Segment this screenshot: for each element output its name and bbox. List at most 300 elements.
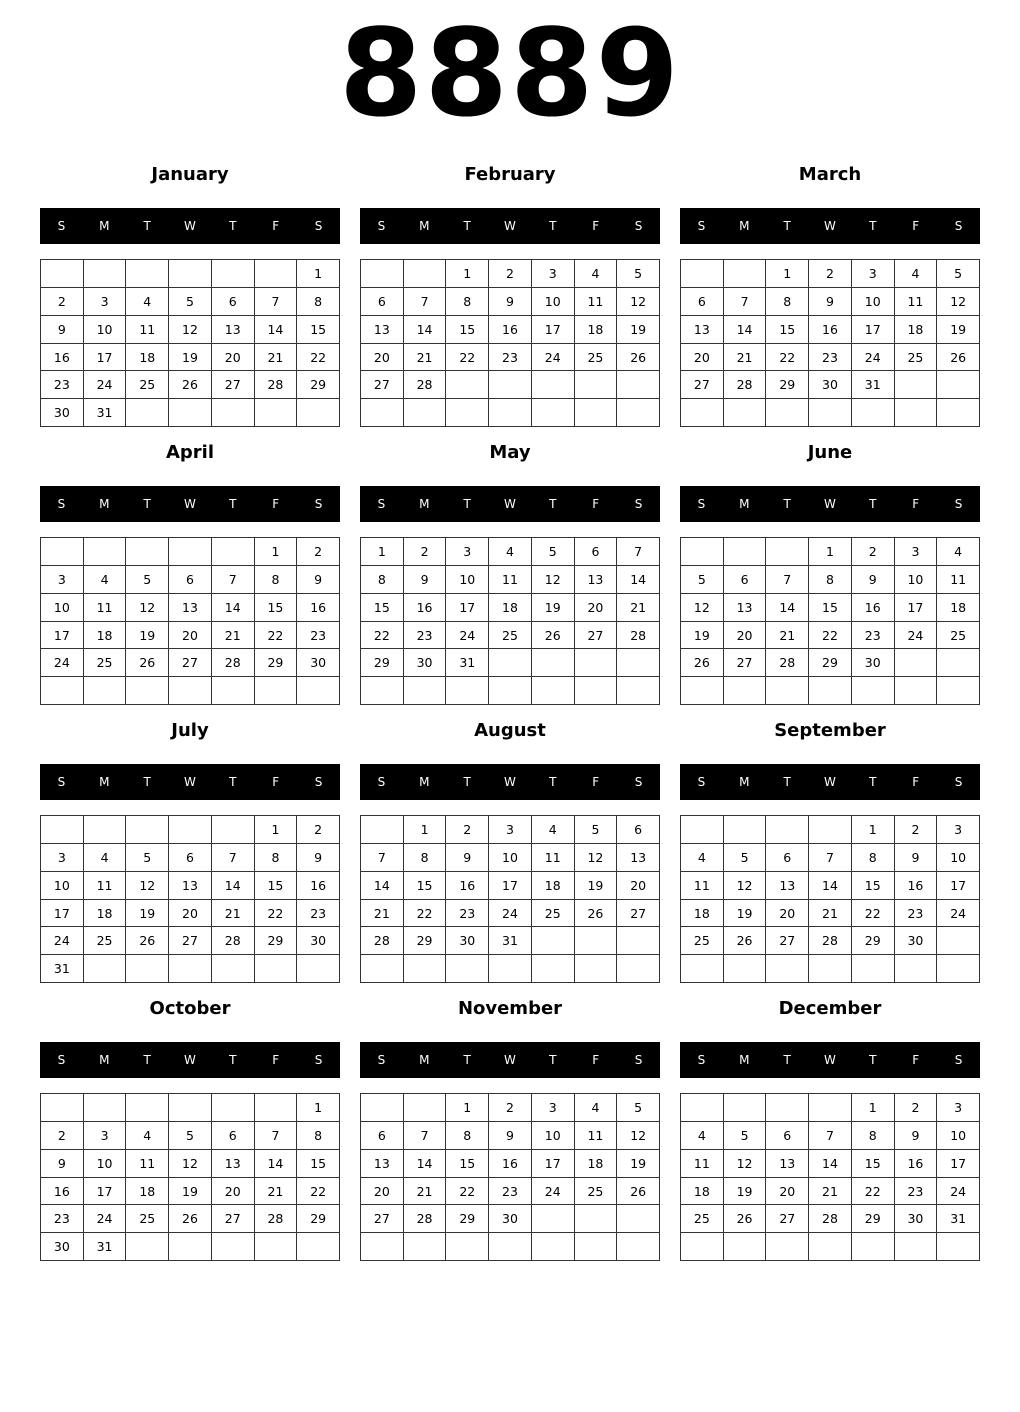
day-cell xyxy=(895,1233,938,1261)
day-cell: 12 xyxy=(724,1150,767,1178)
day-cell: 26 xyxy=(169,1205,212,1233)
weekday-label: S xyxy=(954,775,963,789)
day-cell: 15 xyxy=(255,872,298,900)
day-cell xyxy=(617,649,660,677)
day-cell xyxy=(937,677,980,705)
day-cell xyxy=(852,1233,895,1261)
day-cell: 24 xyxy=(446,622,489,650)
day-cell: 21 xyxy=(617,594,660,622)
day-cell: 22 xyxy=(446,1178,489,1206)
day-cell: 11 xyxy=(126,316,169,344)
day-cell: 19 xyxy=(724,1178,767,1206)
day-cell: 24 xyxy=(895,622,938,650)
day-cell: 19 xyxy=(617,1150,660,1178)
day-cell: 13 xyxy=(212,1150,255,1178)
day-cell: 20 xyxy=(212,344,255,372)
month-name: April xyxy=(165,442,215,463)
day-cell xyxy=(681,1233,724,1261)
day-cell: 13 xyxy=(724,594,767,622)
day-cell: 4 xyxy=(575,1094,618,1122)
day-cell: 9 xyxy=(297,844,340,872)
day-cell xyxy=(212,816,255,844)
weekday-label: M xyxy=(419,497,430,511)
day-cell xyxy=(724,677,767,705)
day-cell: 25 xyxy=(937,622,980,650)
day-cell: 22 xyxy=(404,900,447,928)
day-cell: 23 xyxy=(895,1178,938,1206)
weekday-label: W xyxy=(184,775,196,789)
weekday-header xyxy=(360,486,660,522)
day-cell: 21 xyxy=(404,1178,447,1206)
day-cell: 30 xyxy=(809,371,852,399)
day-cell: 25 xyxy=(126,371,169,399)
day-cell xyxy=(489,399,532,427)
day-cell xyxy=(895,649,938,677)
day-cell: 9 xyxy=(297,566,340,594)
day-cell xyxy=(937,649,980,677)
day-cell xyxy=(724,816,767,844)
day-cell: 12 xyxy=(617,1122,660,1150)
day-cell: 26 xyxy=(126,927,169,955)
day-cell: 4 xyxy=(84,566,127,594)
day-cell xyxy=(852,677,895,705)
day-cell: 1 xyxy=(809,538,852,566)
day-cell: 20 xyxy=(169,622,212,650)
day-cell: 23 xyxy=(297,622,340,650)
weekday-label: W xyxy=(504,1053,516,1067)
day-cell: 13 xyxy=(681,316,724,344)
day-cell: 13 xyxy=(361,1150,404,1178)
day-cell: 4 xyxy=(937,538,980,566)
weekday-header xyxy=(680,1042,980,1078)
year-title: 8889 xyxy=(339,5,681,144)
day-cell: 11 xyxy=(489,566,532,594)
day-cell: 7 xyxy=(361,844,404,872)
day-cell: 31 xyxy=(489,927,532,955)
day-cell: 27 xyxy=(212,371,255,399)
weekday-label: M xyxy=(419,775,430,789)
day-cell: 8 xyxy=(852,844,895,872)
day-cell: 19 xyxy=(126,622,169,650)
day-cell xyxy=(169,955,212,983)
day-cell: 10 xyxy=(446,566,489,594)
day-cell: 16 xyxy=(895,1150,938,1178)
day-cell: 15 xyxy=(297,1150,340,1178)
day-cell xyxy=(617,927,660,955)
day-cell: 18 xyxy=(575,316,618,344)
day-cell: 15 xyxy=(809,594,852,622)
day-cell xyxy=(169,538,212,566)
day-cell: 10 xyxy=(489,844,532,872)
day-cell xyxy=(532,677,575,705)
weekday-label: F xyxy=(592,1053,600,1067)
day-cell: 21 xyxy=(255,344,298,372)
day-cell: 30 xyxy=(404,649,447,677)
day-cell xyxy=(681,1094,724,1122)
day-cell: 15 xyxy=(766,316,809,344)
day-cell: 11 xyxy=(681,1150,724,1178)
day-cell: 26 xyxy=(937,344,980,372)
day-cell: 23 xyxy=(852,622,895,650)
day-cell: 7 xyxy=(255,1122,298,1150)
day-cell: 2 xyxy=(895,1094,938,1122)
day-cell: 14 xyxy=(255,316,298,344)
day-cell: 18 xyxy=(84,900,127,928)
day-cell: 4 xyxy=(532,816,575,844)
day-cell: 22 xyxy=(361,622,404,650)
day-cell: 17 xyxy=(895,594,938,622)
day-cell: 14 xyxy=(361,872,404,900)
month-name: June xyxy=(807,442,853,463)
day-cell xyxy=(575,371,618,399)
day-cell: 13 xyxy=(169,872,212,900)
weekday-label: W xyxy=(184,497,196,511)
day-cell: 2 xyxy=(41,288,84,316)
weekday-label: S xyxy=(314,497,323,511)
day-cell: 5 xyxy=(169,1122,212,1150)
day-cell: 6 xyxy=(766,1122,809,1150)
day-cell: 24 xyxy=(937,1178,980,1206)
day-cell xyxy=(724,538,767,566)
day-cell: 1 xyxy=(255,538,298,566)
day-cell: 21 xyxy=(255,1178,298,1206)
day-cell: 2 xyxy=(446,816,489,844)
day-cell xyxy=(126,955,169,983)
day-cell: 8 xyxy=(361,566,404,594)
day-cell: 12 xyxy=(724,872,767,900)
day-cell: 24 xyxy=(937,900,980,928)
day-cell: 14 xyxy=(404,316,447,344)
day-cell xyxy=(41,1094,84,1122)
day-cell xyxy=(126,677,169,705)
day-cell: 28 xyxy=(617,622,660,650)
day-cell xyxy=(681,538,724,566)
day-cell: 14 xyxy=(255,1150,298,1178)
day-cell: 6 xyxy=(766,844,809,872)
day-cell: 29 xyxy=(404,927,447,955)
weekday-header xyxy=(40,1042,340,1078)
month-name: January xyxy=(151,164,229,185)
day-cell: 29 xyxy=(361,649,404,677)
day-cell: 17 xyxy=(852,316,895,344)
day-cell: 2 xyxy=(852,538,895,566)
day-cell: 26 xyxy=(617,1178,660,1206)
weekday-label: S xyxy=(697,775,706,789)
day-cell: 6 xyxy=(575,538,618,566)
day-cell: 11 xyxy=(937,566,980,594)
day-cell: 28 xyxy=(809,927,852,955)
day-cell: 2 xyxy=(404,538,447,566)
day-cell xyxy=(766,955,809,983)
weekday-label: F xyxy=(912,1053,920,1067)
day-cell xyxy=(126,816,169,844)
day-cell: 11 xyxy=(895,288,938,316)
day-cell: 31 xyxy=(84,399,127,427)
day-cell xyxy=(937,955,980,983)
weekday-label: S xyxy=(697,497,706,511)
day-cell: 3 xyxy=(937,1094,980,1122)
day-cell xyxy=(575,399,618,427)
day-cell xyxy=(489,649,532,677)
day-cell: 26 xyxy=(169,371,212,399)
day-cell: 31 xyxy=(937,1205,980,1233)
day-cell: 3 xyxy=(41,566,84,594)
weekday-label: S xyxy=(954,497,963,511)
day-cell xyxy=(532,649,575,677)
day-cell xyxy=(212,677,255,705)
day-cell xyxy=(809,677,852,705)
day-cell: 6 xyxy=(212,1122,255,1150)
day-cell xyxy=(446,399,489,427)
day-cell: 8 xyxy=(297,288,340,316)
weekday-label: T xyxy=(229,219,237,233)
day-cell: 7 xyxy=(255,288,298,316)
day-cell: 23 xyxy=(489,344,532,372)
day-cell: 2 xyxy=(489,260,532,288)
day-cell: 3 xyxy=(532,260,575,288)
day-cell: 25 xyxy=(84,649,127,677)
day-cell: 19 xyxy=(169,1178,212,1206)
day-cell: 3 xyxy=(895,538,938,566)
day-cell xyxy=(404,1094,447,1122)
day-cell: 5 xyxy=(617,1094,660,1122)
day-cell: 29 xyxy=(255,927,298,955)
day-cell: 17 xyxy=(937,1150,980,1178)
weekday-label: S xyxy=(634,775,643,789)
day-cell: 15 xyxy=(297,316,340,344)
day-cell: 12 xyxy=(575,844,618,872)
day-cell xyxy=(809,816,852,844)
day-cell: 12 xyxy=(681,594,724,622)
day-cell: 1 xyxy=(766,260,809,288)
day-cell xyxy=(126,399,169,427)
day-cell xyxy=(809,1094,852,1122)
day-grid xyxy=(40,815,340,983)
day-cell: 19 xyxy=(169,344,212,372)
day-cell xyxy=(681,955,724,983)
day-grid xyxy=(680,537,980,705)
day-grid xyxy=(40,1093,340,1261)
day-cell: 18 xyxy=(489,594,532,622)
day-cell: 9 xyxy=(852,566,895,594)
day-cell: 22 xyxy=(255,622,298,650)
day-cell: 10 xyxy=(41,594,84,622)
day-cell xyxy=(809,1233,852,1261)
weekday-label: W xyxy=(824,775,836,789)
day-cell: 10 xyxy=(41,872,84,900)
weekday-label: W xyxy=(824,1053,836,1067)
day-cell: 9 xyxy=(895,844,938,872)
day-cell: 22 xyxy=(255,900,298,928)
day-cell: 26 xyxy=(126,649,169,677)
day-cell xyxy=(446,1233,489,1261)
day-cell: 20 xyxy=(361,344,404,372)
day-cell xyxy=(212,538,255,566)
weekday-label: W xyxy=(504,775,516,789)
day-cell: 5 xyxy=(724,1122,767,1150)
day-cell xyxy=(852,955,895,983)
day-grid xyxy=(680,1093,980,1261)
weekday-label: S xyxy=(57,775,66,789)
day-cell: 18 xyxy=(84,622,127,650)
day-cell: 28 xyxy=(404,1205,447,1233)
day-cell xyxy=(361,677,404,705)
weekday-label: S xyxy=(57,1053,66,1067)
day-cell xyxy=(489,371,532,399)
day-cell xyxy=(724,1233,767,1261)
weekday-label: T xyxy=(549,219,557,233)
day-cell xyxy=(532,1233,575,1261)
day-cell: 3 xyxy=(41,844,84,872)
day-cell xyxy=(404,399,447,427)
day-cell: 3 xyxy=(852,260,895,288)
day-cell: 11 xyxy=(84,872,127,900)
weekday-header xyxy=(40,486,340,522)
day-cell: 18 xyxy=(895,316,938,344)
day-cell: 16 xyxy=(41,1178,84,1206)
day-cell xyxy=(169,1233,212,1261)
day-cell: 26 xyxy=(681,649,724,677)
day-cell xyxy=(126,1233,169,1261)
day-cell: 3 xyxy=(446,538,489,566)
day-cell: 30 xyxy=(297,649,340,677)
day-cell: 26 xyxy=(532,622,575,650)
day-cell: 17 xyxy=(84,344,127,372)
weekday-label: T xyxy=(229,497,237,511)
day-cell: 27 xyxy=(681,371,724,399)
day-cell: 25 xyxy=(575,344,618,372)
day-cell: 30 xyxy=(895,1205,938,1233)
day-cell: 29 xyxy=(852,1205,895,1233)
day-cell: 12 xyxy=(169,1150,212,1178)
day-cell: 12 xyxy=(617,288,660,316)
day-cell xyxy=(255,399,298,427)
day-cell: 29 xyxy=(446,1205,489,1233)
month-name: February xyxy=(464,164,556,185)
day-cell: 7 xyxy=(766,566,809,594)
day-cell: 7 xyxy=(617,538,660,566)
day-cell: 6 xyxy=(361,288,404,316)
weekday-label: W xyxy=(504,219,516,233)
day-cell xyxy=(766,1094,809,1122)
day-cell xyxy=(255,677,298,705)
day-cell: 8 xyxy=(404,844,447,872)
weekday-label: S xyxy=(57,219,66,233)
day-cell xyxy=(766,1233,809,1261)
day-cell: 30 xyxy=(489,1205,532,1233)
day-cell: 5 xyxy=(532,538,575,566)
month-name: November xyxy=(457,998,563,1019)
day-cell: 1 xyxy=(297,1094,340,1122)
day-grid xyxy=(360,537,660,705)
day-cell: 11 xyxy=(575,288,618,316)
day-cell xyxy=(361,399,404,427)
day-cell: 8 xyxy=(766,288,809,316)
day-cell: 20 xyxy=(766,900,809,928)
month-name: March xyxy=(798,164,862,185)
day-cell: 27 xyxy=(361,1205,404,1233)
day-cell xyxy=(255,1094,298,1122)
day-cell: 24 xyxy=(489,900,532,928)
day-cell: 25 xyxy=(489,622,532,650)
day-cell: 9 xyxy=(41,1150,84,1178)
day-cell xyxy=(361,260,404,288)
weekday-label: M xyxy=(99,497,110,511)
day-grid xyxy=(360,815,660,983)
day-cell: 23 xyxy=(297,900,340,928)
weekday-header xyxy=(360,1042,660,1078)
weekday-label: W xyxy=(824,497,836,511)
day-cell: 21 xyxy=(212,900,255,928)
day-cell: 1 xyxy=(852,816,895,844)
day-cell: 14 xyxy=(766,594,809,622)
day-cell xyxy=(255,1233,298,1261)
day-cell: 4 xyxy=(575,260,618,288)
day-cell xyxy=(361,816,404,844)
weekday-label: S xyxy=(634,497,643,511)
day-cell: 9 xyxy=(41,316,84,344)
day-cell: 20 xyxy=(766,1178,809,1206)
day-cell: 10 xyxy=(937,844,980,872)
day-cell: 21 xyxy=(766,622,809,650)
weekday-label: S xyxy=(377,219,386,233)
day-cell: 9 xyxy=(446,844,489,872)
weekday-label: S xyxy=(634,1053,643,1067)
weekday-label: F xyxy=(272,497,280,511)
day-cell: 25 xyxy=(84,927,127,955)
day-cell: 11 xyxy=(575,1122,618,1150)
day-cell: 22 xyxy=(446,344,489,372)
month-name: September xyxy=(774,720,886,741)
day-cell: 4 xyxy=(126,1122,169,1150)
day-cell: 11 xyxy=(532,844,575,872)
day-cell: 6 xyxy=(724,566,767,594)
day-cell: 31 xyxy=(852,371,895,399)
day-cell xyxy=(212,1094,255,1122)
day-cell: 10 xyxy=(937,1122,980,1150)
day-cell xyxy=(532,927,575,955)
day-cell: 9 xyxy=(489,288,532,316)
weekday-label: T xyxy=(143,775,151,789)
day-cell: 14 xyxy=(809,1150,852,1178)
day-cell xyxy=(404,677,447,705)
day-cell: 5 xyxy=(724,844,767,872)
day-cell: 14 xyxy=(809,872,852,900)
day-cell: 8 xyxy=(809,566,852,594)
weekday-label: T xyxy=(869,1053,877,1067)
day-cell xyxy=(617,399,660,427)
day-cell: 2 xyxy=(297,816,340,844)
day-cell xyxy=(404,955,447,983)
day-cell: 17 xyxy=(532,316,575,344)
day-cell xyxy=(169,816,212,844)
day-cell: 1 xyxy=(255,816,298,844)
day-cell: 18 xyxy=(126,1178,169,1206)
day-cell: 5 xyxy=(937,260,980,288)
day-cell: 1 xyxy=(446,260,489,288)
day-cell: 4 xyxy=(895,260,938,288)
weekday-label: M xyxy=(99,775,110,789)
day-cell: 29 xyxy=(766,371,809,399)
day-cell: 9 xyxy=(809,288,852,316)
day-cell: 10 xyxy=(532,1122,575,1150)
day-cell xyxy=(575,1233,618,1261)
day-cell: 28 xyxy=(404,371,447,399)
day-cell: 24 xyxy=(532,1178,575,1206)
day-cell xyxy=(617,955,660,983)
day-cell: 4 xyxy=(489,538,532,566)
day-cell: 10 xyxy=(532,288,575,316)
